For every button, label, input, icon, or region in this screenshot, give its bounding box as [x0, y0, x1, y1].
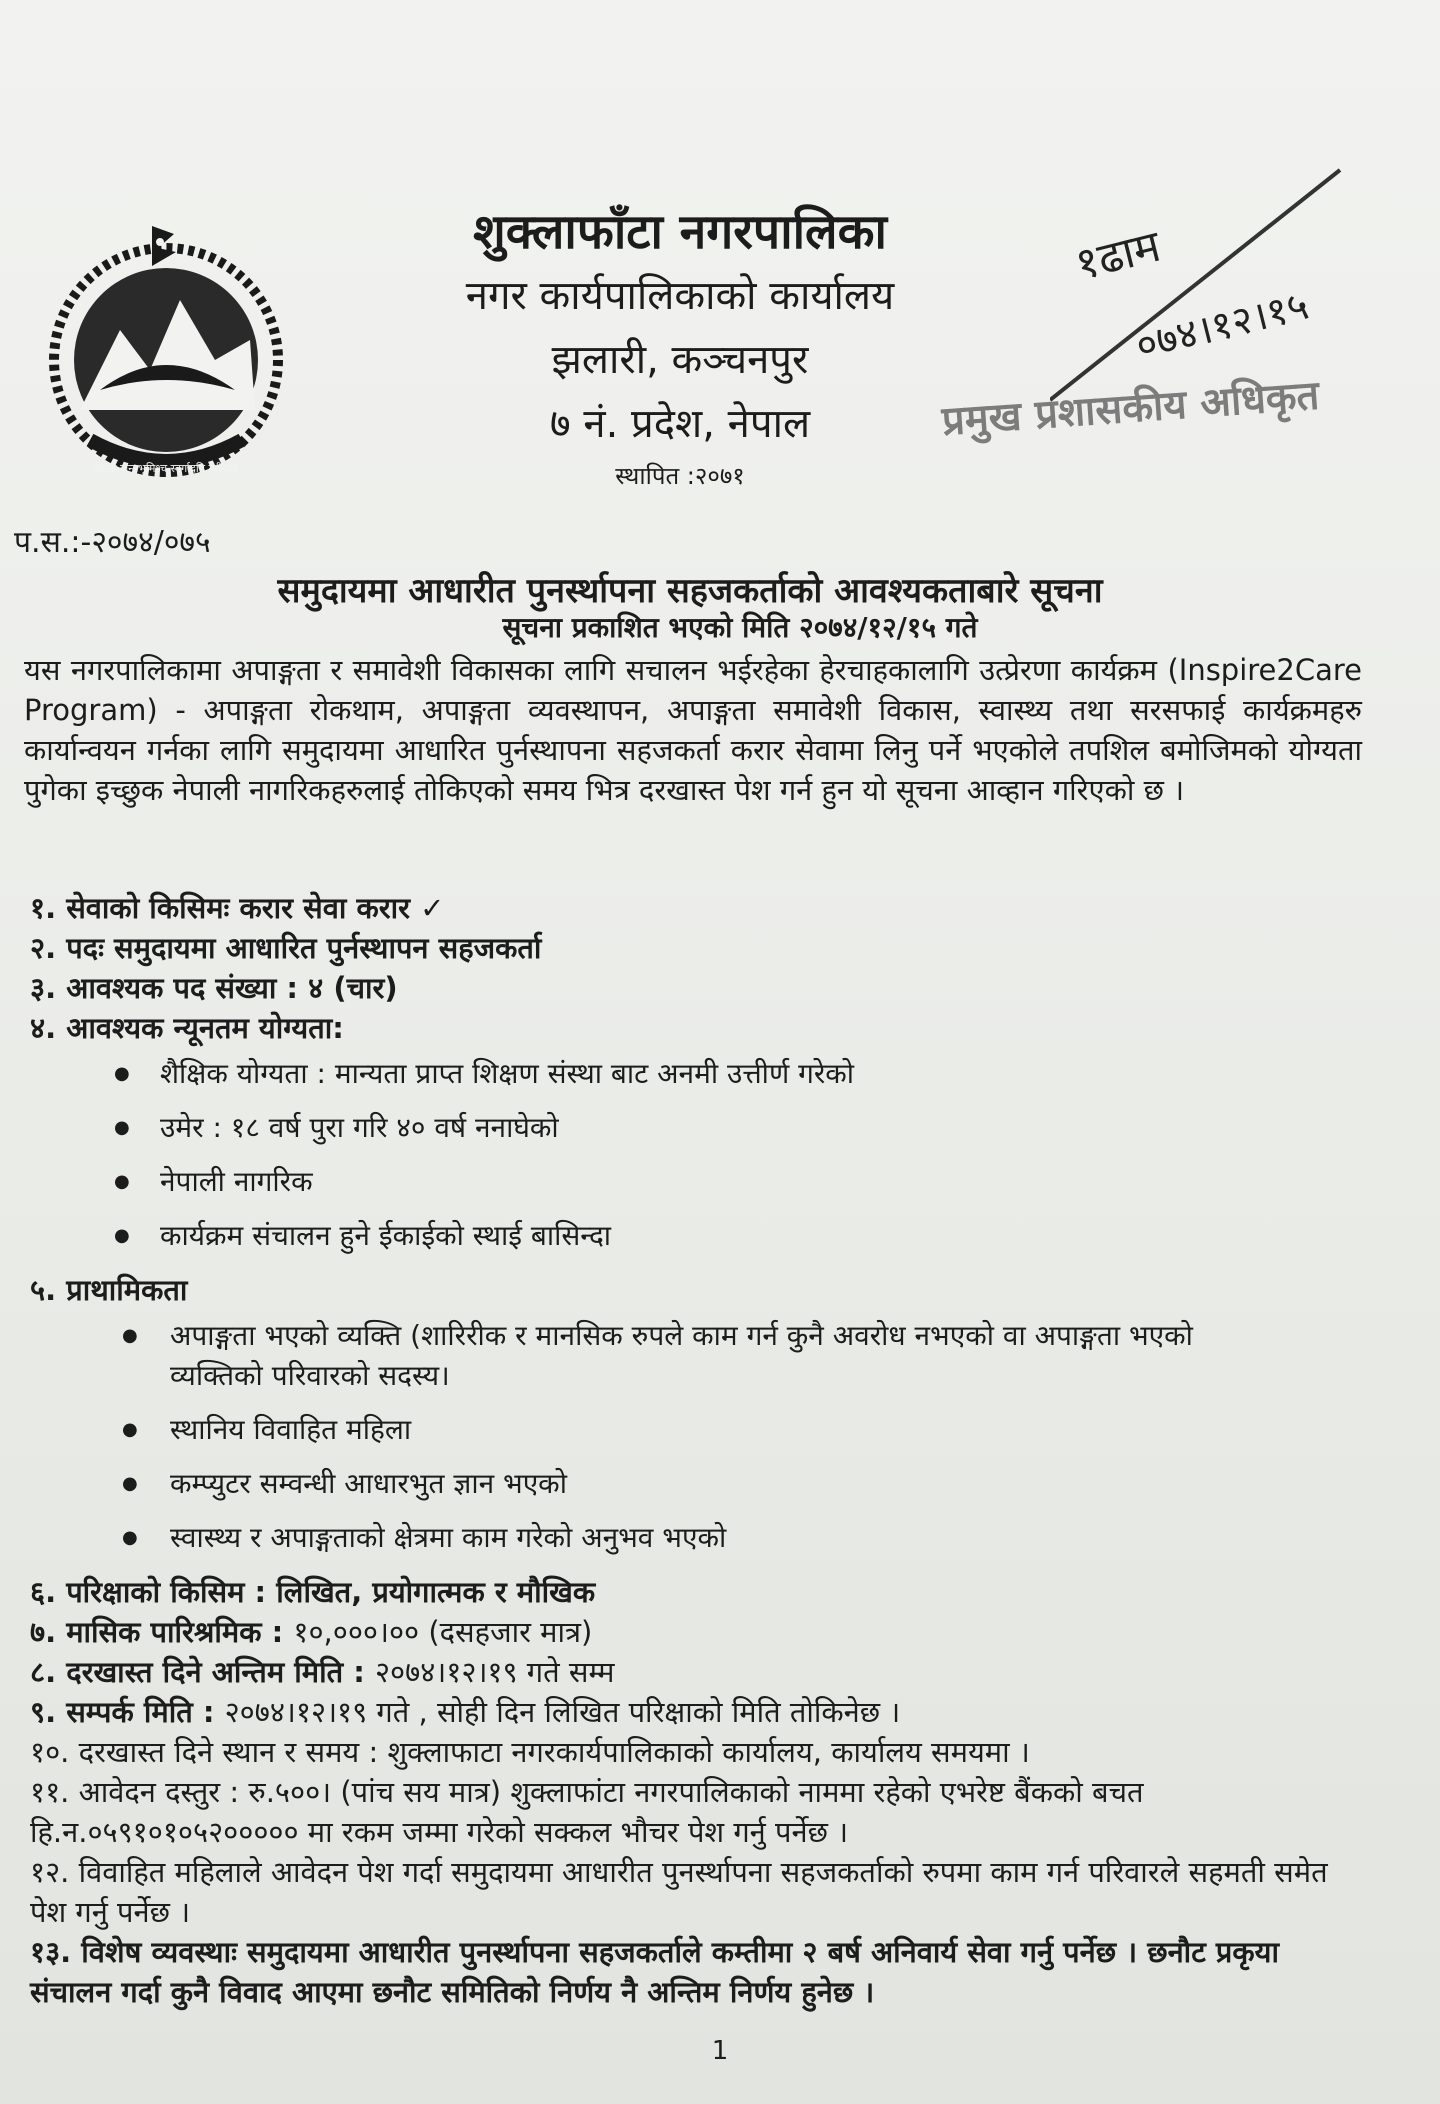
item-married-women: १२. विवाहित महिलाले आवेदन पेश गर्दा समुदायमा आधारीत पुनर्स्थापना सहजकर्ताको रुपमा काम गर्न परिवारले सहमती समेत पेश गर्नु पर्नेछ । [30, 1855, 1328, 1929]
letterhead [380, 200, 980, 496]
item-deadline: ८. दरखास्त दिने अन्तिम मिति : २०७४।१२।१९ गते सम्म [30, 1655, 615, 1689]
item-qualification: ४. आवश्यक न्यूनतम योग्यता: [30, 1011, 344, 1045]
office-location: झलारी, कञ्चनपुर [551, 337, 809, 383]
item-application-place: १०. दरखास्त दिने स्थान र समय : शुक्लाफाटा नगरकार्यपालिकाको कार्यालय, कार्यालय समयमा । [30, 1735, 1030, 1769]
item-monthly-pay: ७. मासिक पारिश्रमिक : १०,०००।०० (दसहजार मात्र) [30, 1615, 593, 1649]
item-special-provision: १३. विशेष व्यवस्थाः समुदायमा आधारीत पुनर्स्थापना सहजकर्ताले कम्तीमा २ बर्ष अनिवार्य सेवा गर्नु पर्नेछ । छनौट प्रकृया संचालन गर्दा कुनै विवाद आएमा छनौट समितिको निर्णय नै अन्तिम निर्णय हुनेछ । [30, 1935, 1280, 2009]
official-stamp: प्रमुख प्रशासकीय अधिकृत [940, 372, 1321, 445]
later-items [30, 1572, 1370, 2012]
item-post: २. पदः समुदायमा आधारित पुर्नस्थापन सहजकर्ता [30, 931, 542, 965]
item-application-fee: ११. आवेदन दस्तुर : रु.५००। (पांच सय मात्र) शुक्लाफांटा नगरपालिकाको नाममा रहेको एभरेष्ट बैंकको बचत हि.न.०५९१०१०५२००००० मा रकम जम्मा गरेको सक्कल भौचर पेश गर्नु पर्नेछ । [30, 1775, 1144, 1849]
notice-items [30, 888, 1370, 2012]
list-item: ● स्वास्थ्य र अपाङ्गताको क्षेत्रमा काम गरेको अनुभव भएको [30, 1518, 1370, 1558]
item-contact-date: ९. सम्पर्क मिति : २०७४।१२।१९ गते , सोही दिन लिखित परिक्षाको मिति तोकिनेछ । [30, 1695, 901, 1729]
published-date: सूचना प्रकाशित भएको मिति २०७४/१२/१५ गते [502, 611, 978, 644]
list-item: ● कम्प्युटर सम्वन्धी आधारभुत ज्ञान भएको [30, 1464, 1370, 1504]
list-item: ● स्थानिय विवाहित महिला [30, 1410, 1370, 1450]
item-priority: ५. प्राथामिकता [30, 1273, 188, 1307]
established-year: स्थापित :२०७१ [615, 462, 745, 490]
intro-paragraph: यस नगरपालिकामा अपाङ्गता र समावेशी विकासका लागि सचालन भईरहेका हेरचाहकालागि उत्प्रेरणा कार्यक्रम (Inspire2Care Program) - अपाङ्गता रोकथाम, अपाङ्गता व्यवस्थापन, अपाङ्गता समावेशी विकास, स्वास्थ्य तथा सरसफाई कार्यक्रमहरु कार्यान्वयन गर्नका लागि समुदायमा आधारित पुर्नस्थापना सहजकर्ता करार सेवामा लिनु पर्ने भएकोले तपशिल बमोजिमको योग्यता पुगेका इच्छुक नेपाली नागरिकहरुलाई तोकिएको समय भित्र दरखास्त पेश गर्न हुन यो सूचना आव्हान गरिएको छ । [24, 653, 1362, 807]
list-item: ● कार्यक्रम संचालन हुने ईकाईको स्थाई बासिन्दा [30, 1216, 1370, 1256]
list-item: ● नेपाली नागरिक [30, 1162, 1370, 1202]
province-name: ७ नं. प्रदेश, नेपाल [549, 401, 811, 447]
signature-date: ०७४।१२।१५ [1131, 282, 1314, 370]
list-item: ● उमेर : १८ वर्ष पुरा गरि ४० वर्ष ननाघेको [30, 1108, 1370, 1148]
priority-list [30, 1316, 1370, 1558]
page-number: 1 [711, 2036, 729, 2066]
reference-number: प.स.:-२०७४/०७५ [14, 525, 211, 560]
item-service-type: १. सेवाको किसिमः करार सेवा करार ✓ [30, 891, 445, 925]
item-vacancy-count: ३. आवश्यक पद संख्या : ४ (चार) [30, 971, 398, 1005]
nepal-emblem-icon [40, 220, 292, 482]
notice-title: समुदायमा आधारीत पुनर्स्थापना सहजकर्ताको आवश्यकताबारे सूचना [277, 571, 1103, 611]
qualification-list [30, 1054, 1370, 1256]
office-name: नगर कार्यपालिकाको कार्यालय [465, 273, 895, 319]
list-item: ● शैक्षिक योग्यता : मान्यता प्राप्त शिक्षण संस्था बाट अनमी उत्तीर्ण गरेको [30, 1054, 1370, 1094]
item-exam-type: ६. परिक्षाको किसिम : लिखित, प्रयोगात्मक र मौखिक [30, 1575, 596, 1609]
signature-text: १ढाम [1070, 220, 1166, 291]
svg-text:जननी जन्मभूमिश्च स्वर्गादपि गर: जननी जन्मभूमिश्च स्वर्गादपि गरीयसी [93, 462, 239, 475]
list-item: ● अपाङ्गता भएको व्यक्ति (शारिरीक र मानसिक रुपले काम गर्न कुनै अवरोध नभएको वा अपाङ्गता भएको व्यक्तिको परिवारको सदस्य। [30, 1316, 1270, 1396]
municipality-name: शुक्लाफाँटा नगरपालिका [473, 204, 887, 260]
